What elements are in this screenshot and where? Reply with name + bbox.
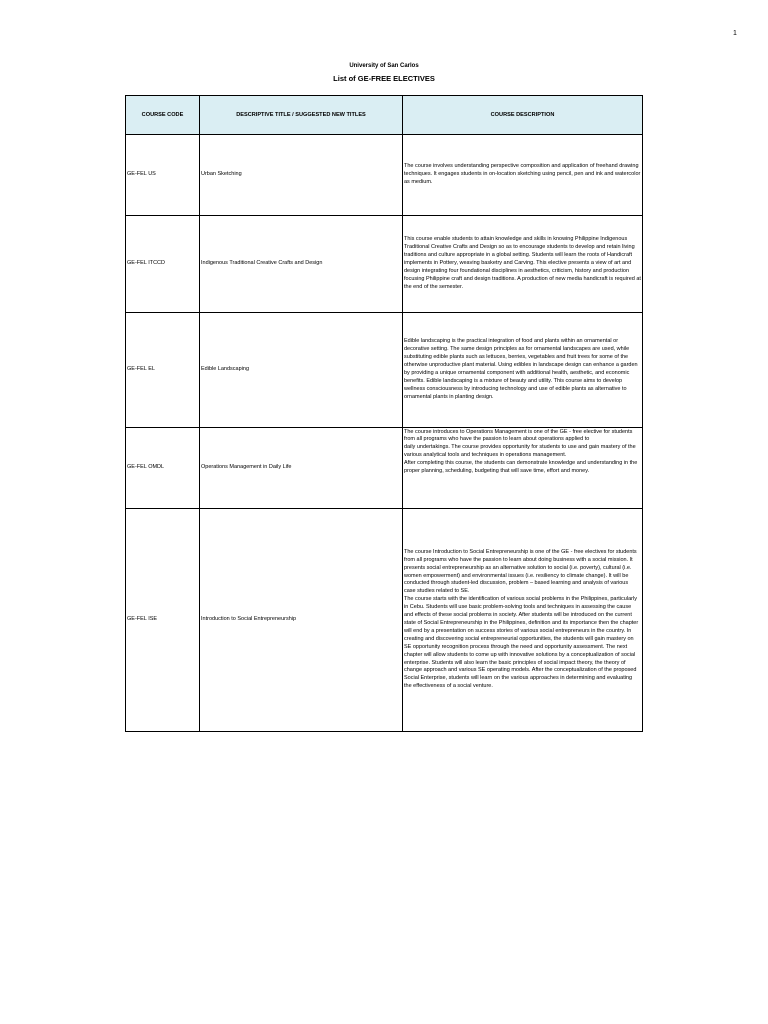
course-description: Edible landscaping is the practical integration of food and plants within an ornamental or decorative setting. The same design principles as for ornamental landscapes are used, while substituting edible plants such as lettuces, berries, vegetables and fruit trees for some of the otherwise unproductive plant material. Using edibles in landscape design can enhance a garden by providing a unique ornamental component with additional health, aesthetic, and economic benefits. Edible landscaping is a mixture of beauty and utility. This course aims to develop wellness consciousness by introducing technology and use of edible plants as alternative to ornamental plants in planting design. bbox=[403, 313, 643, 428]
course-code: GE-FEL ITCCD bbox=[126, 216, 200, 313]
course-code: GE-FEL EL bbox=[126, 313, 200, 428]
course-title: Edible Landscaping bbox=[200, 313, 403, 428]
course-description: The course Introduction to Social Entrepreneurship is one of the GE - free electives for students from all programs who have the passion to learn about doing business with a social mission. It presents social entrepreneurship as an alternative solution to social (i.e. poverty), cultural (i.e. women empowerment) and environmental issues (i.e. resiliency to climate change). It will be conducted through student-led discussion, problem – based learning and analysis of various case studies related to SE. The course starts with the identification of various social problems in the Philippines, particularly in Cebu. Students will use basic problem-solving tools and techniques in assessing the cause and effects of these social problems in society. After students will be introduced on the current state of Social Entrepreneurship in the Philippines, definition and its importance then the chapter will end by a presentation on success stories of various social entrepreneurs in the country. In creating and discovering social entrepreneurial opportunities, the students will gain mastery on SE opportunity recognition process through the need and opportunity assessment. The next chapter will allow students to come up with innovative solutions by a conceptualization of social enterprise. Students will also learn the basic principles of social impact theory, the theory of change approach and various SE operating models. After the conceptualization of the proposed Social Enterprise, students will learn on the various approaches in determining and evaluating the effectiveness of a social venture. bbox=[403, 509, 643, 732]
course-description: The course involves understanding perspective composition and application of freehand drawing techniques. It engages students in on-location sketching using pencil, pen and ink and watercolor as medium. bbox=[403, 135, 643, 216]
course-title: Indigenous Traditional Creative Crafts and Design bbox=[200, 216, 403, 313]
table-row bbox=[126, 313, 643, 428]
table-row bbox=[126, 216, 643, 313]
course-title: Introduction to Social Entrepreneurship bbox=[200, 509, 403, 732]
table-row bbox=[126, 135, 643, 216]
table-row bbox=[126, 428, 643, 509]
electives-table bbox=[125, 95, 643, 732]
column-header-course-code: COURSE CODE bbox=[126, 96, 200, 135]
course-code: GE-FEL ISE bbox=[126, 509, 200, 732]
course-description-text: The course introduces to Operations Management is one of the GE - free elective for students from all programs who have the passion to learn about operations applied to daily undertakings. The course provides opportunity for students to use and gain mastery of the various analytical tools and techniques in operations management. After completing this course, the students can demonstrate knowledge and understanding in the proper planning, scheduling, budgeting that will save time, effort and money. bbox=[404, 428, 638, 475]
university-name: University of San Carlos bbox=[349, 63, 419, 69]
course-code: GE-FEL US bbox=[126, 135, 200, 216]
course-description: This course enable students to attain knowledge and skills in knowing Philippine Indigenous Traditional Creative Crafts and Design so as to encourage students to develop and retain living traditions and culture appropriate in a global setting. Students will learn the roots of Handicraft implements in Pottery, weaving basketry and Carving. This elective presents a view of art and design integrating four foundational disciplines in aesthetics, criticism, history and production focusing Philippine craft and design traditions. A production of new media handicraft is required at the end of the semester. bbox=[403, 216, 643, 313]
course-code: GE-FEL OMDL bbox=[126, 428, 200, 509]
page-number: 1 bbox=[733, 30, 737, 37]
course-title: Urban Sketching bbox=[200, 135, 403, 216]
course-description bbox=[403, 428, 643, 509]
column-header-course-description: COURSE DESCRIPTION bbox=[403, 96, 643, 135]
table-header-row bbox=[126, 96, 643, 135]
table-row bbox=[126, 509, 643, 732]
course-title: Operations Management in Daily Life bbox=[200, 428, 403, 509]
column-header-descriptive-title: DESCRIPTIVE TITLE / SUGGESTED NEW TITLES bbox=[200, 96, 403, 135]
document-title: List of GE-FREE ELECTIVES bbox=[333, 74, 435, 83]
